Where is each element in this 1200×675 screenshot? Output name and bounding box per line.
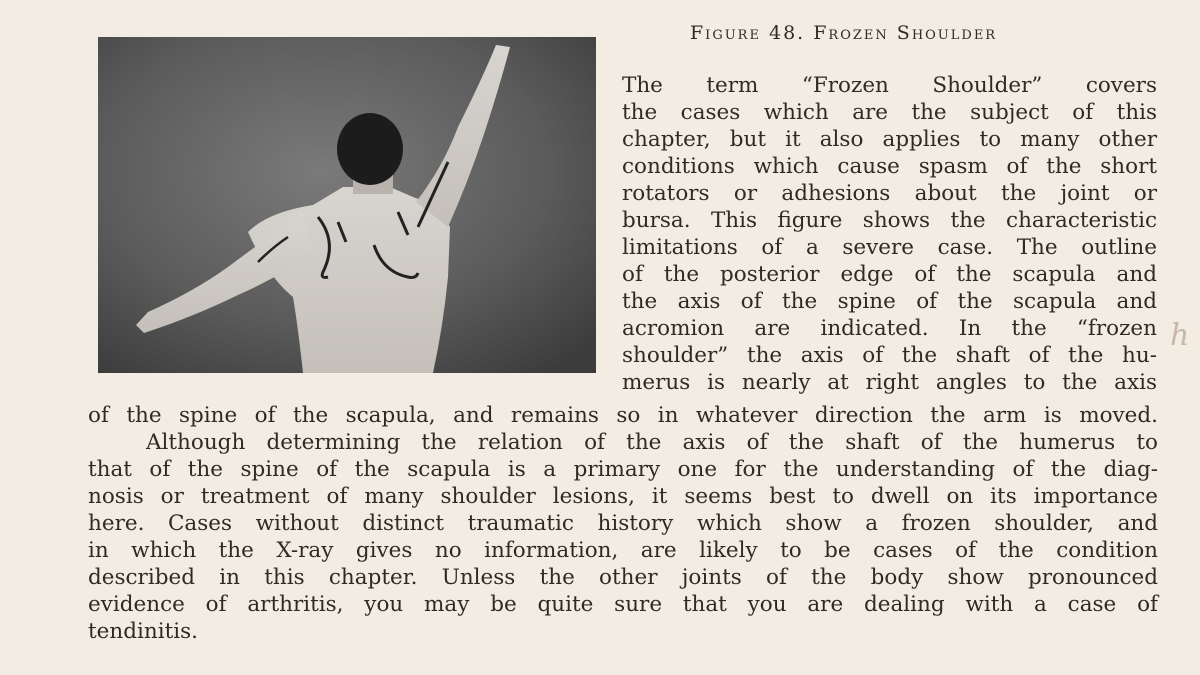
text-line: here. Cases without distinct traumatic history which show a frozen shoulder, and <box>88 511 1158 536</box>
text-line: acromion are indicated. In the “frozen <box>622 316 1157 341</box>
text-line: in which the X-ray gives no information, are likely to be cases of the condition <box>88 538 1158 563</box>
text-line: limitations of a severe case. The outline <box>622 235 1157 260</box>
margin-pencil-mark: h <box>1170 318 1190 353</box>
text-line: conditions which cause spasm of the short <box>622 154 1157 179</box>
figure-caption-title: Figure 48. Frozen Shoulder <box>690 22 998 44</box>
text-line: bursa. This figure shows the characteristic <box>622 208 1157 233</box>
text-line: merus is nearly at right angles to the axis <box>622 370 1157 395</box>
text-line: of the posterior edge of the scapula and <box>622 262 1157 287</box>
text-line: shoulder” the axis of the shaft of the hu- <box>622 343 1157 368</box>
text-line: nosis or treatment of many shoulder lesions, it seems best to dwell on its importance <box>88 484 1158 509</box>
figure-photograph <box>98 37 596 373</box>
text-line: tendinitis. <box>88 619 198 644</box>
text-line: that of the spine of the scapula is a primary one for the understanding of the diag- <box>88 457 1158 482</box>
text-line: The term “Frozen Shoulder” covers <box>622 73 1157 98</box>
text-line: the cases which are the subject of this <box>622 100 1157 125</box>
text-line: evidence of arthritis, you may be quite sure that you are dealing with a case of <box>88 592 1158 617</box>
text-line: described in this chapter. Unless the other joints of the body show pronounced <box>88 565 1158 590</box>
text-line: of the spine of the scapula, and remains so in whatever direction the arm is moved. <box>88 403 1158 428</box>
text-line: the axis of the spine of the scapula and <box>622 289 1157 314</box>
text-line: chapter, but it also applies to many other <box>622 127 1157 152</box>
text-line: rotators or adhesions about the joint or <box>622 181 1157 206</box>
text-line: Although determining the relation of the axis of the shaft of the humerus to <box>146 430 1158 455</box>
